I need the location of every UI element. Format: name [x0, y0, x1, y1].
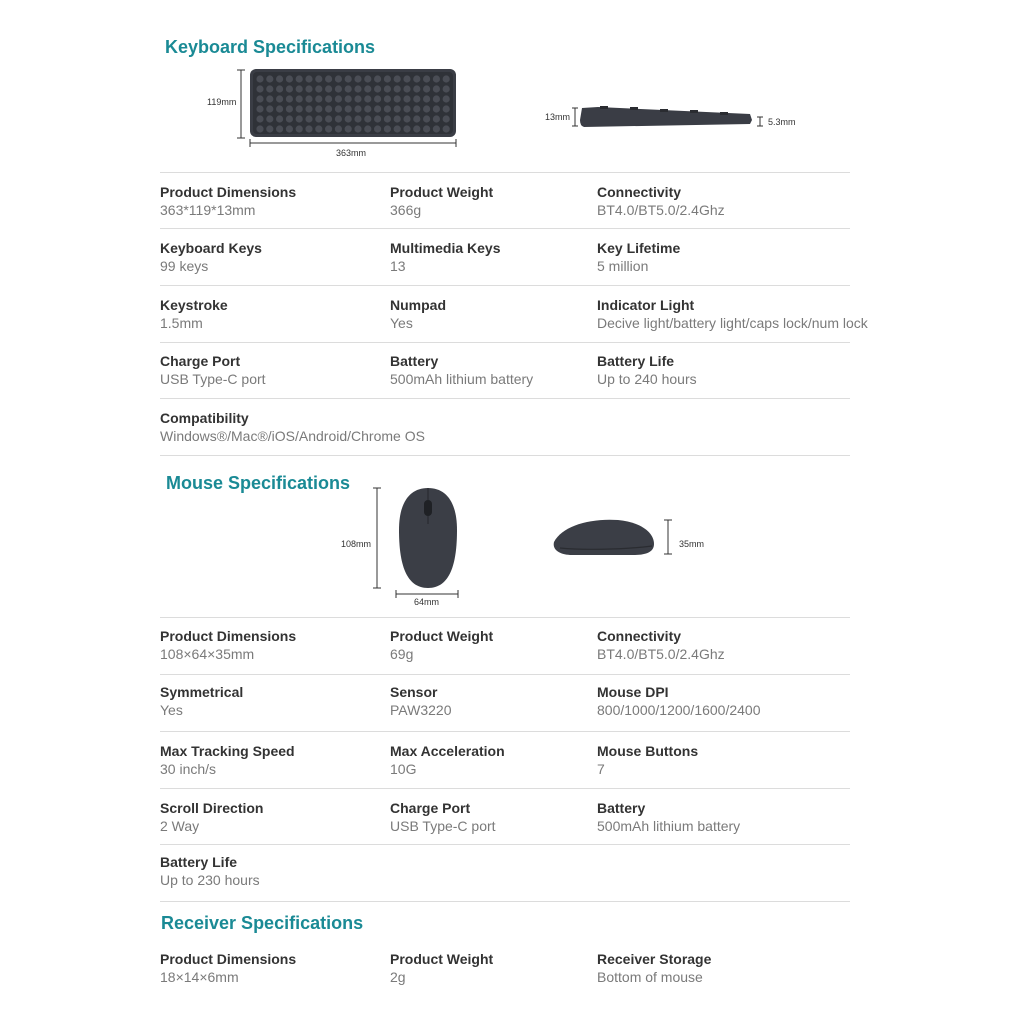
- keycap: [374, 75, 381, 82]
- spec-label: Scroll Direction: [160, 800, 264, 816]
- spec-row: [160, 950, 880, 990]
- keycap: [354, 105, 361, 112]
- keyboard-side-illustration: [570, 100, 770, 140]
- keycap: [296, 125, 303, 132]
- spec-value: 18×14×6mm: [160, 969, 239, 985]
- spec-value: 2g: [390, 969, 406, 985]
- spec-label: Product Weight: [390, 951, 494, 967]
- spec-cell: [160, 627, 296, 663]
- keycap: [256, 75, 263, 82]
- keycap: [305, 75, 312, 82]
- spec-value: 5 million: [597, 258, 649, 274]
- spec-cell: [597, 683, 761, 719]
- spec-row: [160, 683, 880, 723]
- keycap: [394, 105, 401, 112]
- keycap: [345, 95, 352, 102]
- spec-row: [160, 239, 880, 279]
- spec-value: 366g: [390, 202, 422, 218]
- keycap: [403, 105, 410, 112]
- keycap: [354, 95, 361, 102]
- divider: [160, 617, 850, 618]
- keycap: [325, 75, 332, 82]
- keycap: [276, 105, 283, 112]
- spec-value: BT4.0/BT5.0/2.4Ghz: [597, 202, 725, 218]
- spec-value: Decive light/battery light/caps lock/num lock: [597, 315, 868, 331]
- spec-cell: [597, 742, 698, 778]
- keycap: [296, 85, 303, 92]
- keycap: [296, 75, 303, 82]
- spec-label: Keyboard Keys: [160, 240, 262, 256]
- keycap: [345, 85, 352, 92]
- spec-value: 7: [597, 761, 605, 777]
- spec-cell: [390, 627, 493, 663]
- keycap: [276, 75, 283, 82]
- keycap: [286, 75, 293, 82]
- keycap: [276, 85, 283, 92]
- spec-label: Battery: [390, 353, 439, 369]
- keycap: [266, 85, 273, 92]
- spec-label: Battery: [597, 800, 646, 816]
- spec-label: Compatibility: [160, 410, 249, 426]
- spec-value: 13: [390, 258, 406, 274]
- keycap: [305, 105, 312, 112]
- keycap: [335, 105, 342, 112]
- keycap: [315, 85, 322, 92]
- spec-label: Numpad: [390, 297, 446, 313]
- spec-label: Keystroke: [160, 297, 228, 313]
- keyboard-width-label: 363mm: [336, 148, 367, 158]
- keycap: [266, 125, 273, 132]
- spec-row: [160, 352, 880, 392]
- keycap: [315, 105, 322, 112]
- keycap: [384, 125, 391, 132]
- keycap: [433, 95, 440, 102]
- spec-value: 10G: [390, 761, 417, 777]
- keycap: [256, 115, 263, 122]
- keycap: [384, 85, 391, 92]
- mouse-height-label: 108mm: [341, 539, 372, 549]
- spec-label: Mouse DPI: [597, 684, 669, 700]
- keycap: [286, 95, 293, 102]
- keycap: [305, 125, 312, 132]
- spec-value: Up to 230 hours: [160, 872, 260, 888]
- keycap: [413, 75, 420, 82]
- spec-cell: [160, 742, 295, 778]
- keycap: [384, 105, 391, 112]
- keycap: [423, 115, 430, 122]
- keycap: [266, 95, 273, 102]
- keycap: [325, 105, 332, 112]
- keycap: [443, 105, 450, 112]
- mouse-width-label: 64mm: [414, 597, 440, 607]
- spec-cell: [597, 950, 711, 986]
- mouse-side-illustration: [550, 514, 680, 564]
- keycap: [276, 115, 283, 122]
- spec-value: Up to 240 hours: [597, 371, 697, 387]
- keycap: [354, 125, 361, 132]
- keycap: [433, 125, 440, 132]
- spec-row: [160, 409, 880, 449]
- spec-cell: [160, 352, 266, 388]
- spec-row: [160, 183, 880, 223]
- spec-cell: [160, 950, 296, 986]
- divider: [160, 844, 850, 845]
- spec-cell: [597, 352, 697, 388]
- keycap: [305, 95, 312, 102]
- keycap: [423, 75, 430, 82]
- keycap: [315, 95, 322, 102]
- keycap: [423, 85, 430, 92]
- keycap: [266, 75, 273, 82]
- keycap: [423, 125, 430, 132]
- mouse-side-height-label: 35mm: [679, 539, 705, 549]
- spec-cell: [390, 296, 446, 332]
- keyboard-top-illustration: [200, 62, 480, 162]
- keycap: [433, 105, 440, 112]
- keycap: [354, 85, 361, 92]
- divider: [160, 788, 850, 789]
- spec-value: 500mAh lithium battery: [597, 818, 741, 834]
- keycap: [296, 95, 303, 102]
- keycap: [335, 115, 342, 122]
- spec-value: 30 inch/s: [160, 761, 217, 777]
- keyboard-section-title: Keyboard Specifications: [165, 37, 376, 57]
- spec-value: Yes: [390, 315, 413, 331]
- spec-label: Product Dimensions: [160, 184, 297, 200]
- keycap: [335, 125, 342, 132]
- keycap: [364, 105, 371, 112]
- spec-row: [160, 742, 880, 782]
- spec-value: 69g: [390, 646, 414, 662]
- keycap: [305, 85, 312, 92]
- keycap: [345, 105, 352, 112]
- spec-label: Charge Port: [160, 353, 241, 369]
- keycap: [286, 125, 293, 132]
- spec-cell: [597, 799, 740, 835]
- spec-label: Product Dimensions: [160, 628, 297, 644]
- spec-value: 363*119*13mm: [160, 202, 256, 218]
- keycap: [345, 115, 352, 122]
- keycap: [286, 85, 293, 92]
- keycap: [266, 115, 273, 122]
- spec-cell: [390, 950, 493, 986]
- spec-cell: [597, 183, 725, 219]
- spec-value: USB Type-C port: [160, 371, 266, 387]
- spec-value: 800/1000/1200/1600/2400: [597, 702, 761, 718]
- keycap: [374, 95, 381, 102]
- keycap: [345, 75, 352, 82]
- keycap: [315, 115, 322, 122]
- keycap: [423, 95, 430, 102]
- spec-value: 1.5mm: [160, 315, 203, 331]
- keycap: [433, 75, 440, 82]
- keycap: [256, 95, 263, 102]
- keycap: [374, 125, 381, 132]
- keycap: [286, 105, 293, 112]
- keycap: [384, 115, 391, 122]
- keycap: [384, 95, 391, 102]
- keycap: [394, 95, 401, 102]
- mouse-top-illustration: [360, 484, 470, 608]
- keycap: [276, 125, 283, 132]
- divider: [160, 674, 850, 675]
- divider: [160, 455, 850, 456]
- spec-value: USB Type-C port: [390, 818, 496, 834]
- keycap: [374, 115, 381, 122]
- keycap: [364, 85, 371, 92]
- spec-value: 500mAh lithium battery: [390, 371, 534, 387]
- keycap: [266, 105, 273, 112]
- spec-label: Key Lifetime: [597, 240, 681, 256]
- spec-value: 2 Way: [160, 818, 200, 834]
- keycap: [325, 85, 332, 92]
- keycap: [364, 125, 371, 132]
- keycap: [443, 95, 450, 102]
- spec-row: [160, 799, 880, 839]
- spec-label: Battery Life: [597, 353, 675, 369]
- spec-cell: [160, 683, 243, 719]
- spec-row: [160, 853, 880, 893]
- spec-label: Max Tracking Speed: [160, 743, 295, 759]
- spec-label: Indicator Light: [597, 297, 695, 313]
- keycap: [394, 125, 401, 132]
- keycap: [374, 85, 381, 92]
- keycap: [413, 105, 420, 112]
- spec-label: Symmetrical: [160, 684, 244, 700]
- keycap: [394, 85, 401, 92]
- keycap: [413, 95, 420, 102]
- keycap: [413, 115, 420, 122]
- keycap: [256, 125, 263, 132]
- receiver-section-title: Receiver Specifications: [161, 913, 364, 933]
- spec-cell: [390, 799, 496, 835]
- spec-label: Mouse Buttons: [597, 743, 699, 759]
- keycap: [403, 75, 410, 82]
- divider: [160, 172, 850, 173]
- spec-cell: [160, 799, 263, 835]
- keycap: [443, 125, 450, 132]
- keycap: [374, 105, 381, 112]
- keycap: [256, 85, 263, 92]
- divider: [160, 285, 850, 286]
- divider: [160, 398, 850, 399]
- spec-row: [160, 296, 880, 336]
- keycap: [403, 115, 410, 122]
- spec-label: Receiver Storage: [597, 951, 712, 967]
- keycap: [296, 115, 303, 122]
- spec-cell: [160, 409, 425, 445]
- spec-label: Battery Life: [160, 854, 238, 870]
- spec-cell: [390, 683, 451, 719]
- keycap: [364, 115, 371, 122]
- spec-cell: [160, 239, 262, 275]
- spec-label: Connectivity: [597, 628, 682, 644]
- spec-label: Max Acceleration: [390, 743, 505, 759]
- divider: [160, 228, 850, 229]
- keycap: [354, 75, 361, 82]
- spec-cell: [390, 352, 533, 388]
- keyboard-thickness-max-label: 13mm: [545, 112, 571, 122]
- spec-cell: [390, 239, 500, 275]
- keycap: [433, 115, 440, 122]
- keycap: [276, 95, 283, 102]
- spec-label: Product Weight: [390, 628, 494, 644]
- spec-label: Charge Port: [390, 800, 471, 816]
- spec-value: 99 keys: [160, 258, 209, 274]
- keycap: [345, 125, 352, 132]
- keycap: [394, 75, 401, 82]
- divider: [160, 731, 850, 732]
- keycap: [394, 115, 401, 122]
- keycap: [315, 75, 322, 82]
- keycap: [443, 75, 450, 82]
- keycap: [433, 85, 440, 92]
- keyboard-thickness-min-label: 5.3mm: [768, 117, 796, 127]
- keycap: [325, 95, 332, 102]
- keycap: [305, 115, 312, 122]
- keycap: [443, 85, 450, 92]
- spec-label: Multimedia Keys: [390, 240, 501, 256]
- spec-label: Product Dimensions: [160, 951, 297, 967]
- keycap: [335, 95, 342, 102]
- keycap: [384, 75, 391, 82]
- spec-cell: [160, 853, 260, 889]
- divider: [160, 901, 850, 902]
- keyboard-height-label: 119mm: [207, 97, 237, 107]
- keycap: [403, 85, 410, 92]
- keycap: [364, 75, 371, 82]
- spec-value: Yes: [160, 702, 183, 718]
- spec-value: 108×64×35mm: [160, 646, 255, 662]
- spec-value: Bottom of mouse: [597, 969, 703, 985]
- spec-cell: [597, 627, 725, 663]
- keycap: [354, 115, 361, 122]
- keycap: [423, 105, 430, 112]
- keycap: [315, 125, 322, 132]
- keycap: [286, 115, 293, 122]
- keycap: [364, 95, 371, 102]
- spec-value: PAW3220: [390, 702, 452, 718]
- keycap: [413, 125, 420, 132]
- spec-cell: [160, 183, 296, 219]
- keycap: [335, 85, 342, 92]
- keycap: [413, 85, 420, 92]
- spec-cell: [390, 742, 505, 778]
- spec-label: Connectivity: [597, 184, 682, 200]
- keycap: [296, 105, 303, 112]
- spec-cell: [597, 239, 680, 275]
- spec-cell: [597, 296, 868, 332]
- spec-row: [160, 627, 880, 667]
- spec-value: BT4.0/BT5.0/2.4Ghz: [597, 646, 725, 662]
- keycap: [443, 115, 450, 122]
- spec-label: Product Weight: [390, 184, 494, 200]
- keycap: [256, 105, 263, 112]
- keycap: [325, 125, 332, 132]
- mouse-section-title: Mouse Specifications: [166, 473, 351, 493]
- spec-value: Windows®/Mac®/iOS/Android/Chrome OS: [160, 428, 425, 444]
- keycap: [325, 115, 332, 122]
- keycap: [403, 95, 410, 102]
- spec-cell: [160, 296, 228, 332]
- spec-label: Sensor: [390, 684, 438, 700]
- divider: [160, 342, 850, 343]
- keycap: [403, 125, 410, 132]
- spec-cell: [390, 183, 493, 219]
- keycap: [335, 75, 342, 82]
